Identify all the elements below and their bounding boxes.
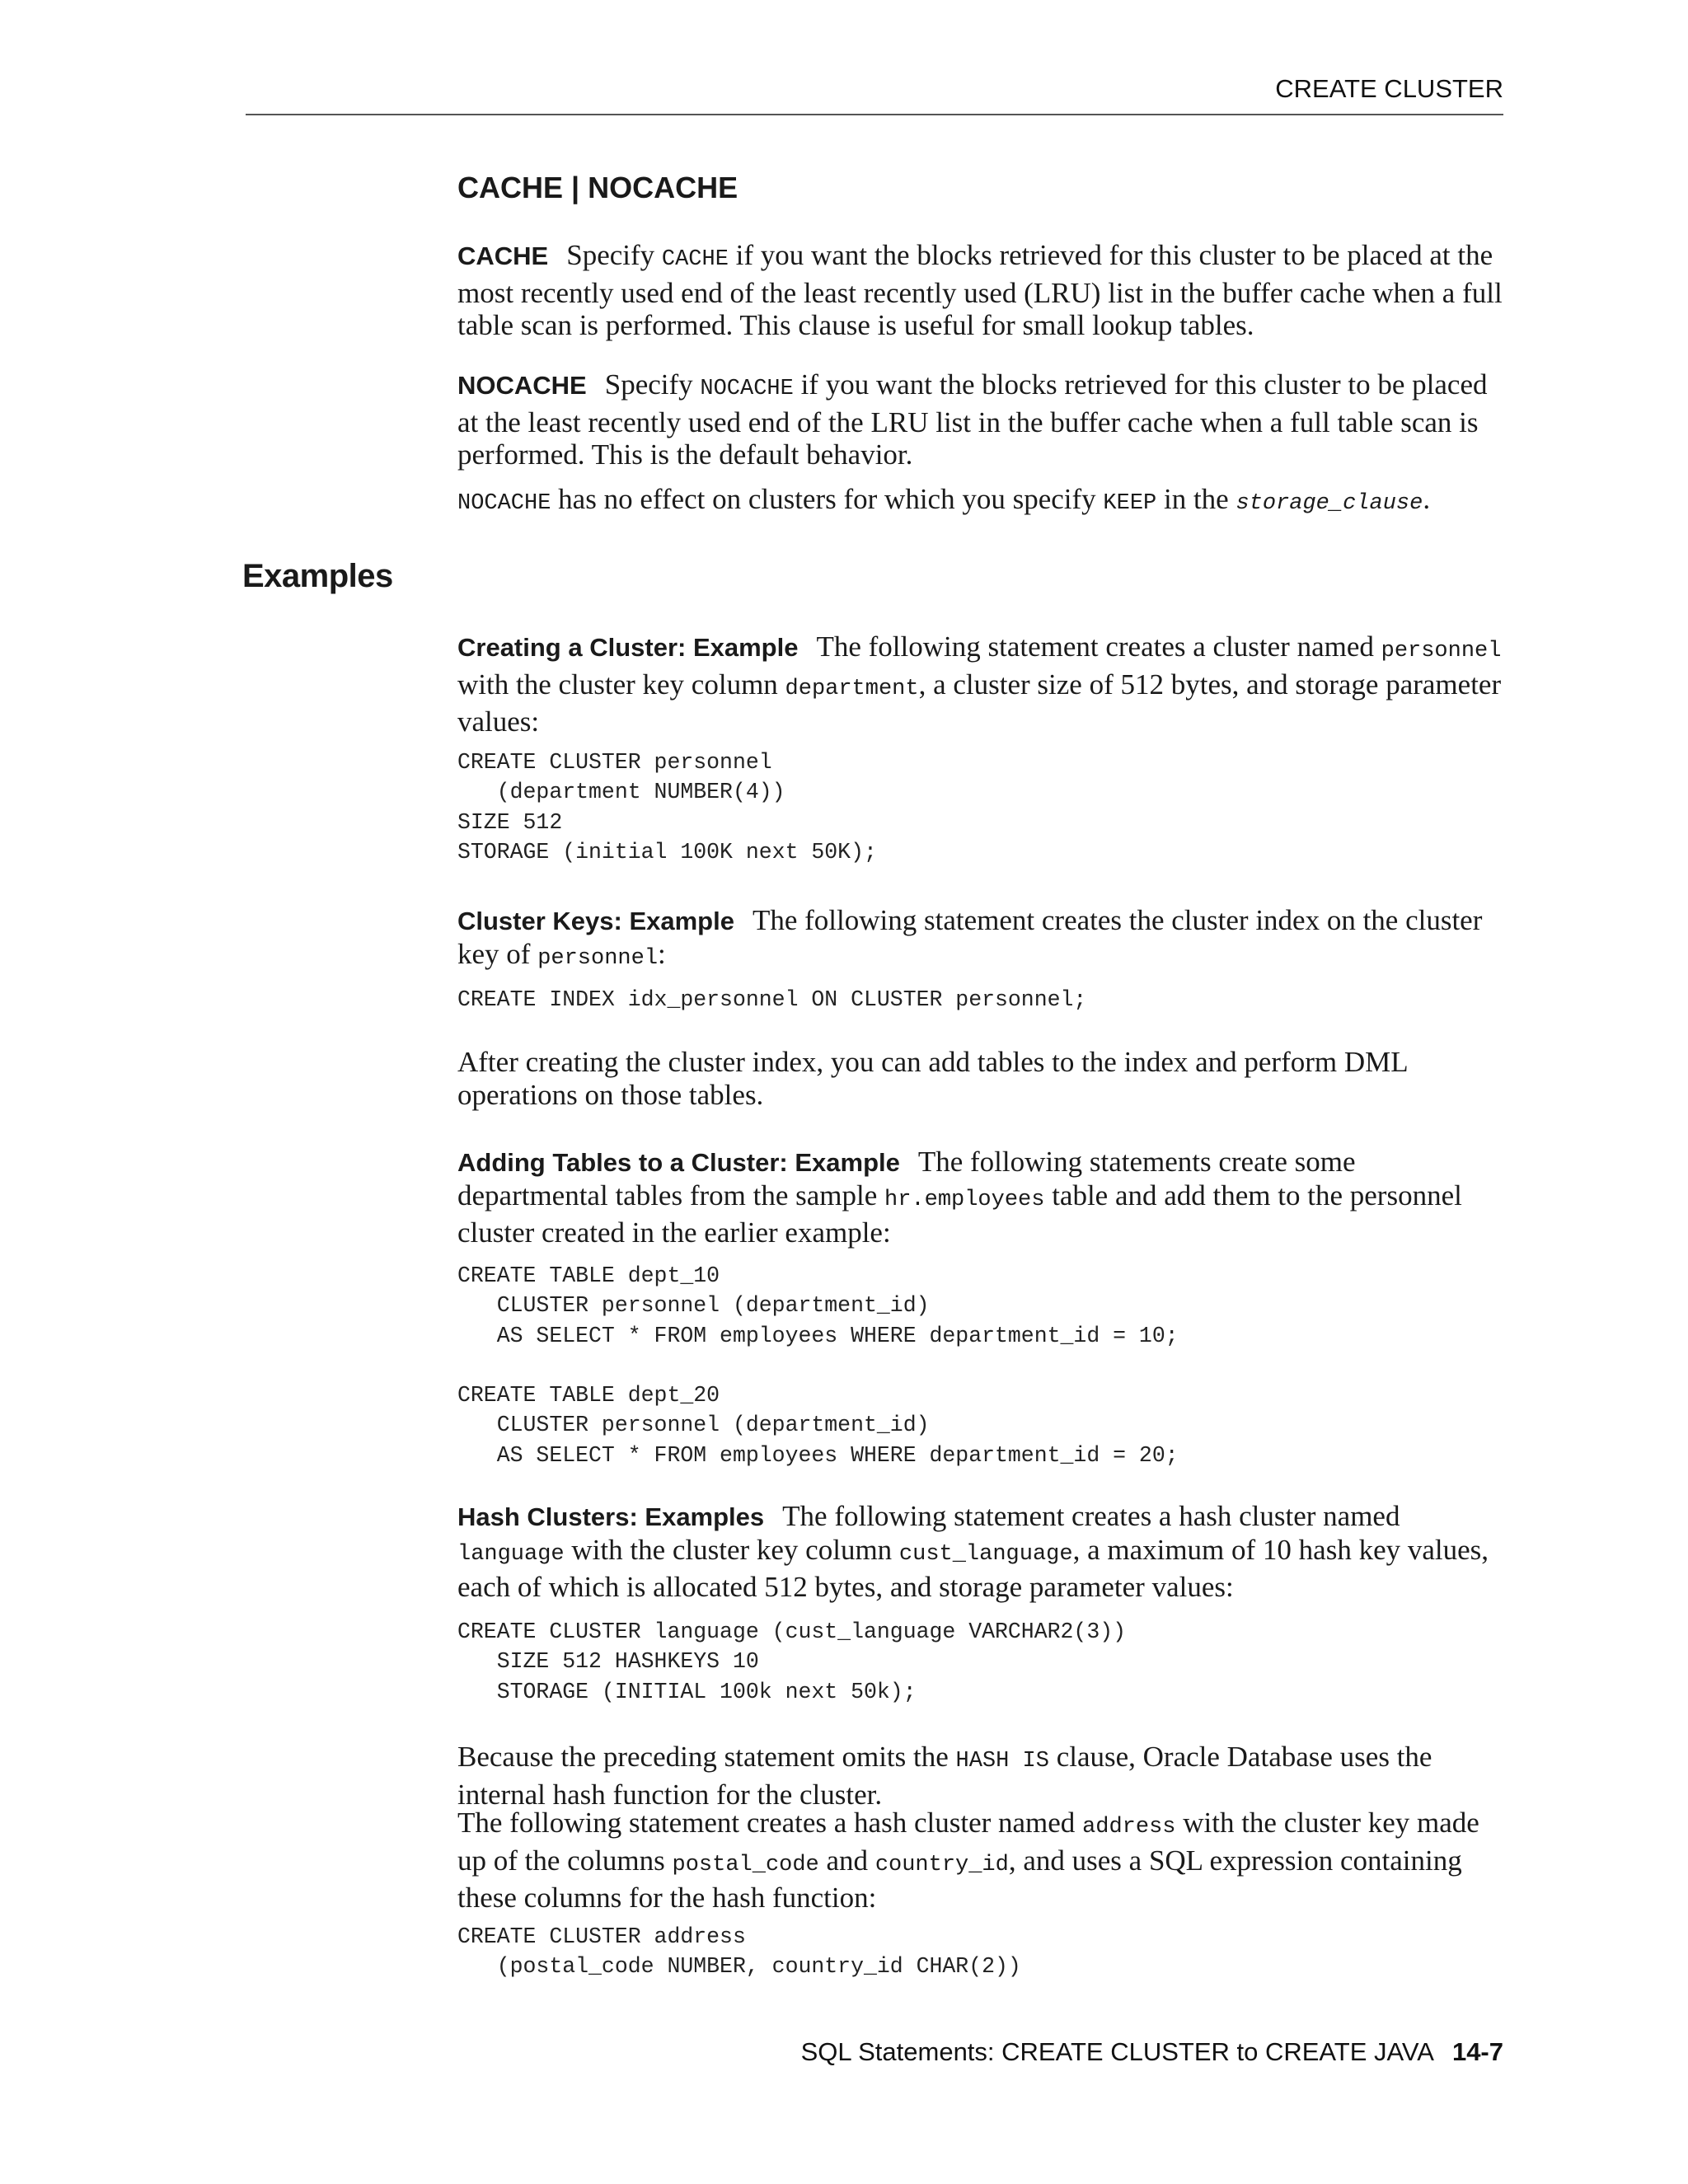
adding-tables-paragraph: Adding Tables to a Cluster: Example The following statements create some departmental tables from the sample hr.employees table and add them to the personnel cluster created in the earlier example: [457, 1146, 1462, 1249]
cache-nocache-heading: CACHE | NOCACHE [457, 171, 738, 204]
after-index-paragraph: After creating the cluster index, you can add tables to the index and perform DML operations on those tables. [457, 1046, 1408, 1111]
nocache-paragraph: NOCACHE Specify NOCACHE if you want the blocks retrieved for this cluster to be placed at the least recently used end of the LRU list in the buffer cache when a full table scan is performed. This is the default behavior. [457, 368, 1488, 471]
running-title: CREATE CLUSTER [1275, 74, 1503, 103]
cluster-keys-title: Cluster Keys: Example [457, 907, 734, 935]
because-paragraph: Because the preceding statement omits the HASH IS clause, Oracle Database uses the internal hash function for the cluster. [457, 1741, 1432, 1811]
cluster-keys-code: CREATE INDEX idx_personnel ON CLUSTER personnel; [457, 987, 1087, 1012]
address-cluster-code: CREATE CLUSTER address (postal_code NUMBER, country_id CHAR(2)) [457, 1924, 1021, 1980]
cache-term: CACHE [457, 241, 549, 270]
page-footer [801, 2037, 1503, 2067]
hash-cluster-code: CREATE CLUSTER language (cust_language VARCHAR2(3)) SIZE 512 HASHKEYS 10 STORAGE (INITIAL 100k next 50k); [457, 1619, 1127, 1704]
adding-tables-title: Adding Tables to a Cluster: Example [457, 1148, 900, 1177]
cluster-keys-paragraph: Cluster Keys: Example The following statement creates the cluster index on the cluster key of personnel: [457, 904, 1483, 971]
cache-paragraph: CACHE Specify CACHE if you want the blocks retrieved for this cluster to be placed at the most recently used end of the least recently used (LRU) list in the buffer cache when a full table scan is performed. This clause is useful for small lookup tables. [457, 239, 1503, 341]
examples-heading: Examples [242, 558, 393, 594]
creating-cluster-title: Creating a Cluster: Example [457, 633, 799, 662]
creating-cluster-paragraph: Creating a Cluster: Example The following statement creates a cluster named personnel with the cluster key column department, a cluster size of 512 bytes, and storage parameter values: [457, 630, 1502, 738]
nocache-term: NOCACHE [457, 371, 587, 400]
nocache-note: NOCACHE has no effect on clusters for which you specify KEEP in the storage_clause. [457, 483, 1431, 516]
hash-clusters-title: Hash Clusters: Examples [457, 1502, 765, 1531]
adding-tables-code: CREATE TABLE dept_10 CLUSTER personnel (department_id) AS SELECT * FROM employees WHERE department_id = 10; CREATE TABLE dept_20 CLUSTER personnel (department_id) AS SELECT * FROM employees WHERE department_id = 20; [457, 1263, 1179, 1468]
page-number: 14-7 [1451, 2037, 1503, 2066]
footer-book-title: SQL Statements: CREATE CLUSTER to CREATE JAVA [800, 2037, 1434, 2066]
address-paragraph: The following statement creates a hash cluster named address with the cluster key made up of the columns postal_code and country_id, and uses a SQL expression containing these columns for the hash function: [457, 1807, 1479, 1914]
creating-cluster-code: CREATE CLUSTER personnel (department NUMBER(4)) SIZE 512 STORAGE (initial 100K next 50K); [457, 750, 877, 865]
hash-clusters-paragraph: Hash Clusters: Examples The following statement creates a hash cluster named language with the cluster key column cust_language, a maximum of 10 hash key values, each of which is allocated 512 bytes, and storage parameter values: [457, 1500, 1489, 1603]
page-header [246, 73, 1503, 115]
